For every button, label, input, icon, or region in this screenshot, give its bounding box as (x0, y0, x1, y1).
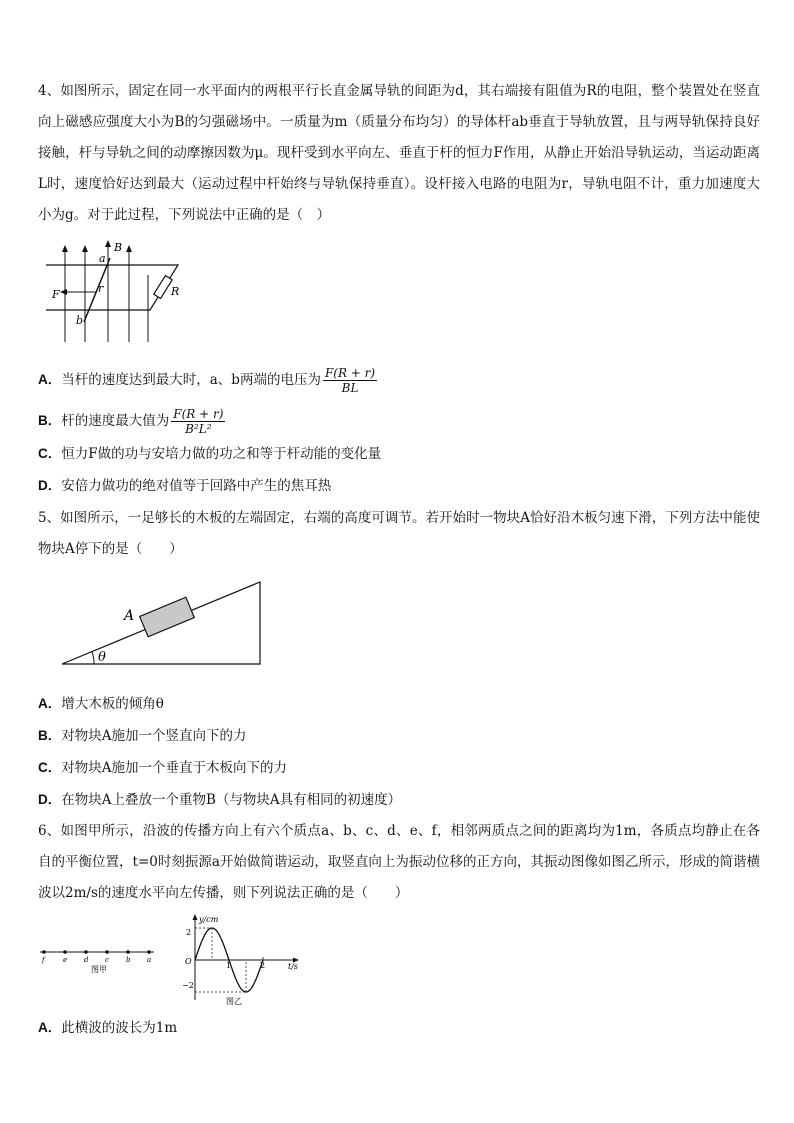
q4-label-R: R (171, 285, 180, 298)
q4-label-B: B (114, 241, 123, 254)
q4-label-F: F (52, 288, 60, 301)
yi-ylabel: y/cm (199, 915, 219, 924)
q4-option-b: B．杆的速度最大值为 $\frac{F(R + r)}{\text{B²L²}}$ (38, 407, 224, 436)
q6-stem: 6、如图甲所示，沿波的传播方向上有六个质点a、b、c、d、e、f，相邻两质点之间的距离均为1m，各质点均静止在各自的平衡位置，t=0时刻振源a开始做简谐运动，取竖直向上为振动位移的正方向，其振动图像如图乙所示，形成的简谐横波以2m/s的速度水平向左传播，则下列说法正确的是（ ） (38, 823, 760, 901)
jia-label-a: a (147, 956, 152, 964)
jia-label-e: e (63, 956, 68, 964)
jia-label-b: b (126, 956, 131, 964)
jia-point-d (84, 950, 88, 954)
yi-y-arrow (193, 914, 198, 920)
q4-stem: 4、如图所示，固定在同一水平面内的两根平行长直金属导轨的间距为d，其右端接有阻值为R的电阻，整个装置处在竖直向上磁感应强度大小为B的匀强磁场中。一质量为m（质量分布均匀）的导体杆ab垂直于导轨放置，且与两导轨保持良好接触，杆与导轨之间的动摩擦因数为μ。现杆受到水平向左、垂直于杆的恒力F作用，从静止开始沿导轨运动，当运动距离L时，速度恰好达到最大（运动过程中杆始终与导轨保持垂直）。设杆接入电路的电阻为r，导轨电阻不计，重力加速度大小为g。对于此过程，下列说法中正确的是（ ） (38, 83, 760, 223)
q4-option-d: D．安倍力做功的绝对值等于回路中产生的焦耳热 (38, 478, 332, 494)
jia-point-f (42, 950, 46, 954)
jia-label-c: c (105, 956, 109, 964)
q5-option-b: B．对物块A施加一个竖直向下的力 (38, 728, 247, 744)
yi-ymax-label: 2 (186, 928, 192, 937)
q4-option-a: A．当杆的速度达到最大时，a、b两端的电压为 $\frac{F(R + r)}{BL}$ (38, 366, 376, 395)
jia-point-c (105, 950, 109, 954)
q4-label-a: a (99, 252, 106, 265)
jia-point-e (63, 950, 67, 954)
yi-caption: 图乙 (226, 997, 242, 1006)
q4-label-b: b (76, 314, 84, 327)
jia-point-a (147, 950, 151, 954)
yi-xtick-label: 1 (226, 961, 232, 970)
jia-point-b (126, 950, 130, 954)
q5-label-A: A (124, 608, 135, 624)
yi-origin-label: O (185, 957, 192, 966)
q5-option-d: D．在物块A上叠放一个重物B（与物块A具有相同的初速度） (38, 792, 402, 808)
jia-label-f: f (42, 956, 45, 964)
yi-xlabel: t/s (288, 962, 299, 971)
jia-caption: 图甲 (91, 965, 107, 974)
q4-option-b-fraction: $\frac{F(R + r)}{\text{B²L²}}$ (173, 407, 224, 436)
jia-label-d: d (84, 956, 89, 964)
q5-option-a: A．增大木板的倾角θ (38, 696, 164, 712)
q5-stem: 5、如图所示，一足够长的木板的左端固定，右端的高度可调节。若开始时一物块A恰好沿木板匀速下滑，下列方法中能使物块A停下的是（ ） (38, 510, 760, 557)
q4-figure-rails (38, 240, 198, 350)
yi-xtick2-label: 2 (260, 961, 266, 970)
q5-option-c: C．对物块A施加一个垂直于木板向下的力 (38, 760, 287, 776)
q5-label-theta: θ (98, 650, 106, 665)
q4-option-c: C．恒力F做的功与安培力做的功之和等于杆动能的变化量 (38, 446, 382, 462)
q5-figure-incline (58, 578, 268, 670)
yi-ymin-label: −2 (182, 981, 194, 990)
block-A (140, 597, 195, 636)
q4-label-r: r (98, 282, 104, 295)
q6-figure-yi (180, 912, 310, 1007)
q6-figure-jia (38, 944, 158, 974)
q4-option-a-fraction: $\frac{F(R + r)}{BL}$ (324, 366, 376, 395)
q6-option-a: A．此横波的波长为1m (38, 1020, 178, 1036)
